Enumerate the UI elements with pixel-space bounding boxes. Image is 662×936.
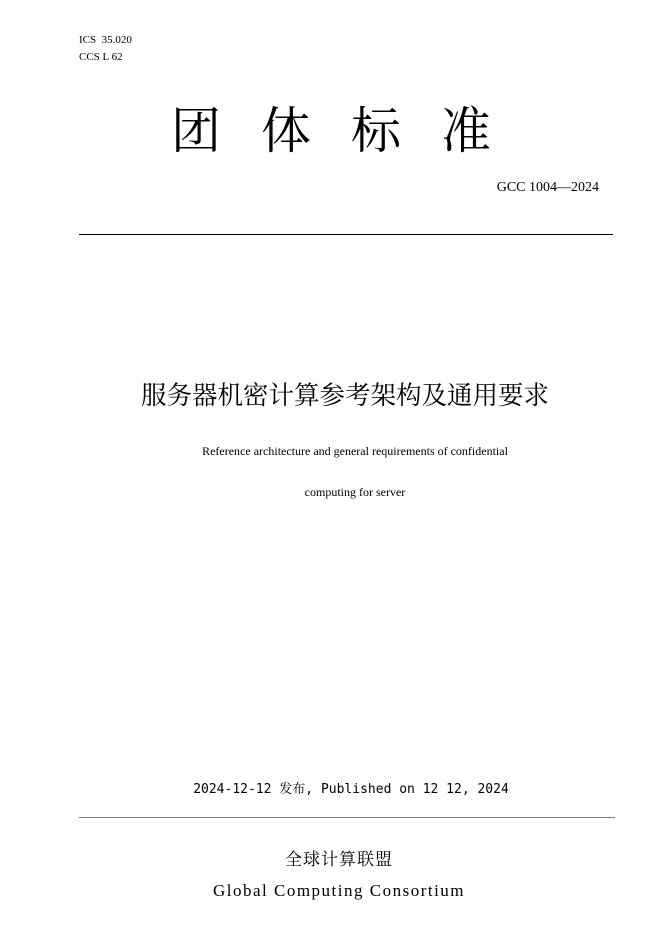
document-title-zh: 服务器机密计算参考架构及通用要求 [140, 381, 549, 411]
header-divider [79, 234, 613, 235]
footer-divider [79, 817, 615, 818]
standard-number: GCC 1004—2024 [496, 180, 599, 195]
organization-name-zh: 全球计算联盟 [285, 850, 393, 870]
ccs-code: CCS L 62 [79, 51, 123, 63]
organization-name-en: Global Computing Consortium [212, 881, 466, 900]
standard-type-heading: 团体标准 [171, 102, 531, 160]
document-title-en-line2: computing for server [304, 485, 406, 499]
publish-date: 2024-12-12 发布, Published on 12 12, 2024 [193, 782, 509, 797]
ics-code: ICS 35.020 [79, 34, 132, 46]
document-title-en-line1: Reference architecture and general requirements of confidential [202, 444, 508, 458]
